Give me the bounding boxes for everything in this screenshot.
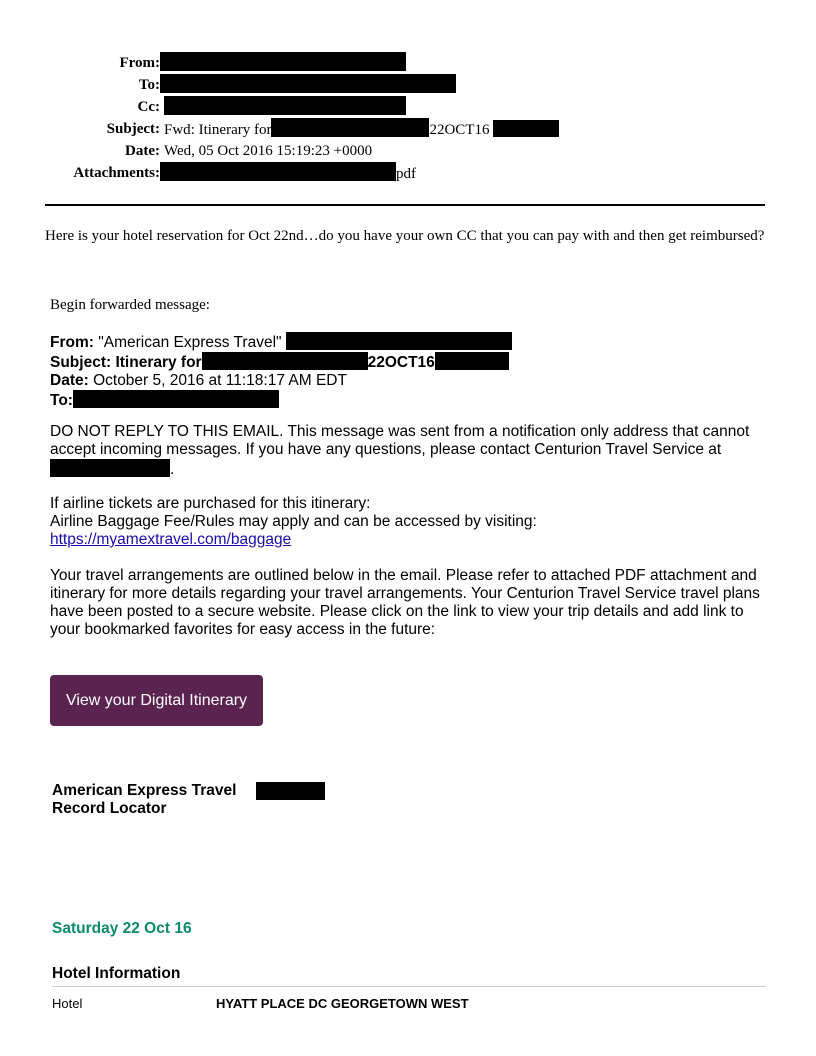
fwd-date-value: October 5, 2016 at 11:18:17 AM EDT	[93, 372, 347, 389]
hotel-name: HYATT PLACE DC GEORGETOWN WEST	[216, 996, 469, 1011]
header-cc-row	[0, 96, 816, 118]
fwd-subject-label: Subject: Itinerary for	[50, 354, 202, 371]
redacted-from	[160, 52, 406, 71]
redacted-attachment	[160, 162, 396, 181]
fwd-to-label: To:	[50, 392, 73, 409]
hotel-info-heading: Hotel Information	[52, 965, 181, 982]
attachment-suffix: pdf	[396, 166, 416, 182]
header-to-row	[0, 74, 816, 96]
fwd-subject-row	[50, 352, 770, 372]
record-locator	[52, 782, 236, 818]
notice-text: DO NOT REPLY TO THIS EMAIL. This message was sent from a notification only address that cannot accept incoming messages. If you have any questions, please contact Centurion Travel Service at	[50, 423, 750, 458]
baggage-line-2: Airline Baggage Fee/Rules may apply and can be accessed by visiting:	[50, 513, 537, 530]
notice-paragraph	[50, 423, 770, 479]
begin-forwarded-label: Begin forwarded message:	[50, 297, 210, 313]
arrangements-paragraph: Your travel arrangements are outlined below in the email. Please refer to attached PDF attachment and itinerary for more details regarding your travel arrangements. Your Centurion Travel Service travel plans have been posted to a secure website. Please click on the link to view your trip details and add link to your bookmarked favorites for easy access in the future:	[50, 567, 760, 638]
header-subject-row	[0, 118, 816, 140]
fwd-from-row	[50, 332, 770, 352]
baggage-line-1: If airline tickets are purchased for this itinerary:	[50, 495, 371, 512]
baggage-paragraph	[50, 495, 770, 549]
redacted-fwd-subject-name	[202, 352, 368, 370]
header-date-row	[0, 140, 816, 162]
date-label: Date:	[125, 143, 160, 159]
redacted-cc	[164, 96, 406, 115]
itinerary-date-heading: Saturday 22 Oct 16	[52, 920, 192, 937]
subject-label: Subject:	[106, 121, 160, 137]
fwd-date-label: Date:	[50, 372, 89, 389]
fwd-to-row	[50, 390, 770, 410]
redacted-fwd-subject-tail	[435, 352, 509, 370]
subject-prefix: Fwd: Itinerary for	[164, 122, 272, 138]
intro-message: Here is your hotel reservation for Oct 22nd…do you have your own CC that you can pay with and then get reimbursed?	[45, 228, 765, 244]
fwd-from-label: From:	[50, 334, 94, 351]
redacted-subject-name	[271, 118, 429, 137]
attachments-label: Attachments:	[73, 165, 160, 181]
redacted-record-locator	[256, 782, 325, 800]
view-itinerary-button[interactable]: View your Digital Itinerary	[50, 675, 263, 726]
header-from-row	[0, 52, 816, 74]
header-divider	[45, 204, 765, 206]
baggage-link[interactable]: https://myamextravel.com/baggage	[50, 531, 292, 548]
locator-line-2: Record Locator	[52, 800, 167, 817]
date-value: Wed, 05 Oct 2016 15:19:23 +0000	[164, 143, 373, 159]
redacted-fwd-from	[286, 332, 512, 350]
redacted-subject-tail	[493, 120, 559, 137]
forwarded-header	[50, 332, 770, 410]
cc-label: Cc:	[137, 99, 160, 115]
redacted-phone	[50, 459, 170, 477]
fwd-date-row	[50, 372, 770, 390]
from-label: From:	[119, 55, 160, 71]
redacted-fwd-to	[73, 390, 279, 408]
email-header	[0, 52, 816, 184]
subject-code: 22OCT16	[429, 122, 490, 138]
fwd-subject-code: 22OCT16	[367, 354, 435, 371]
locator-line-1: American Express Travel	[52, 782, 237, 799]
fwd-from-value: "American Express Travel"	[98, 334, 282, 351]
to-label: To:	[138, 77, 160, 93]
notice-end: .	[170, 461, 175, 478]
hotel-label: Hotel	[52, 996, 83, 1011]
hotel-divider	[52, 986, 766, 987]
header-attachments-row	[0, 162, 816, 184]
redacted-to	[160, 74, 456, 93]
